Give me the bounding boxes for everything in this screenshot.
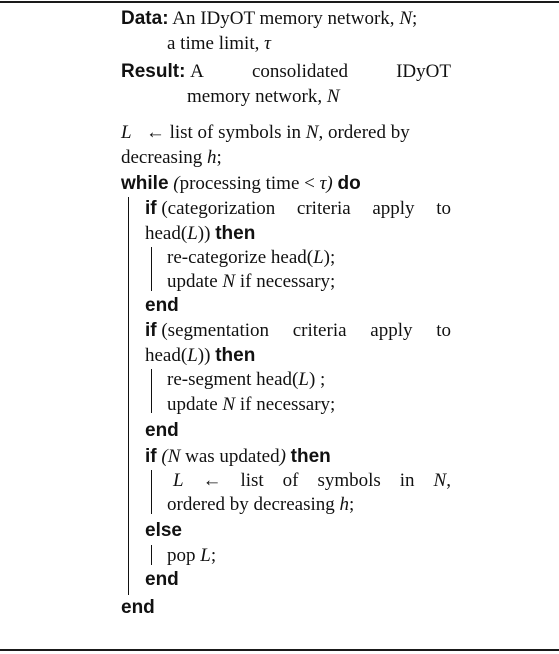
bottom-rule [0, 649, 559, 651]
init-line-2: decreasing h; [121, 147, 222, 168]
while-line: while (processing time < τ) do [121, 173, 361, 194]
end-if2: end [145, 420, 179, 441]
if2-line-1: if (segmentation criteria apply to [145, 320, 451, 341]
else-block-bar [151, 545, 152, 565]
if1-line-2: head(L)) then [145, 223, 256, 244]
data-line-2: a time limit, τ [167, 33, 271, 54]
data-label: Data [121, 8, 163, 29]
if2-line-2: head(L)) then [145, 345, 256, 366]
result-line-2: memory network, N [187, 86, 340, 107]
data-line-1: Data: An IDyOT memory network, N; [121, 8, 418, 29]
else-line: else [145, 520, 182, 541]
end-if1: end [145, 295, 179, 316]
end-while: end [121, 597, 155, 618]
assign-line-2: ordered by decreasing h; [167, 494, 355, 515]
if3-line: if (N was updated) then [145, 446, 331, 467]
if1-block-bar [151, 247, 152, 291]
if3-block-bar [151, 470, 152, 514]
recategorize-line: re-categorize head(L); [167, 247, 336, 268]
resegment-line: re-segment head(L) ; [167, 369, 326, 390]
if2-block-bar [151, 369, 152, 413]
result-line-1: Result: A consolidated IDyOT [121, 61, 451, 82]
top-rule [0, 1, 559, 3]
while-block-bar [128, 197, 129, 595]
end-if3: end [145, 569, 179, 590]
init-line-1: L ← list of symbols in N, ordered by [121, 122, 410, 143]
assign-line-1: L ← list of symbols in N, [173, 470, 451, 491]
update2-line: update N if necessary; [167, 394, 336, 415]
update1-line: update N if necessary; [167, 271, 336, 292]
if1-line-1: if (categorization criteria apply to [145, 198, 451, 219]
result-label: Result [121, 61, 180, 82]
pop-line: pop L; [167, 545, 217, 566]
